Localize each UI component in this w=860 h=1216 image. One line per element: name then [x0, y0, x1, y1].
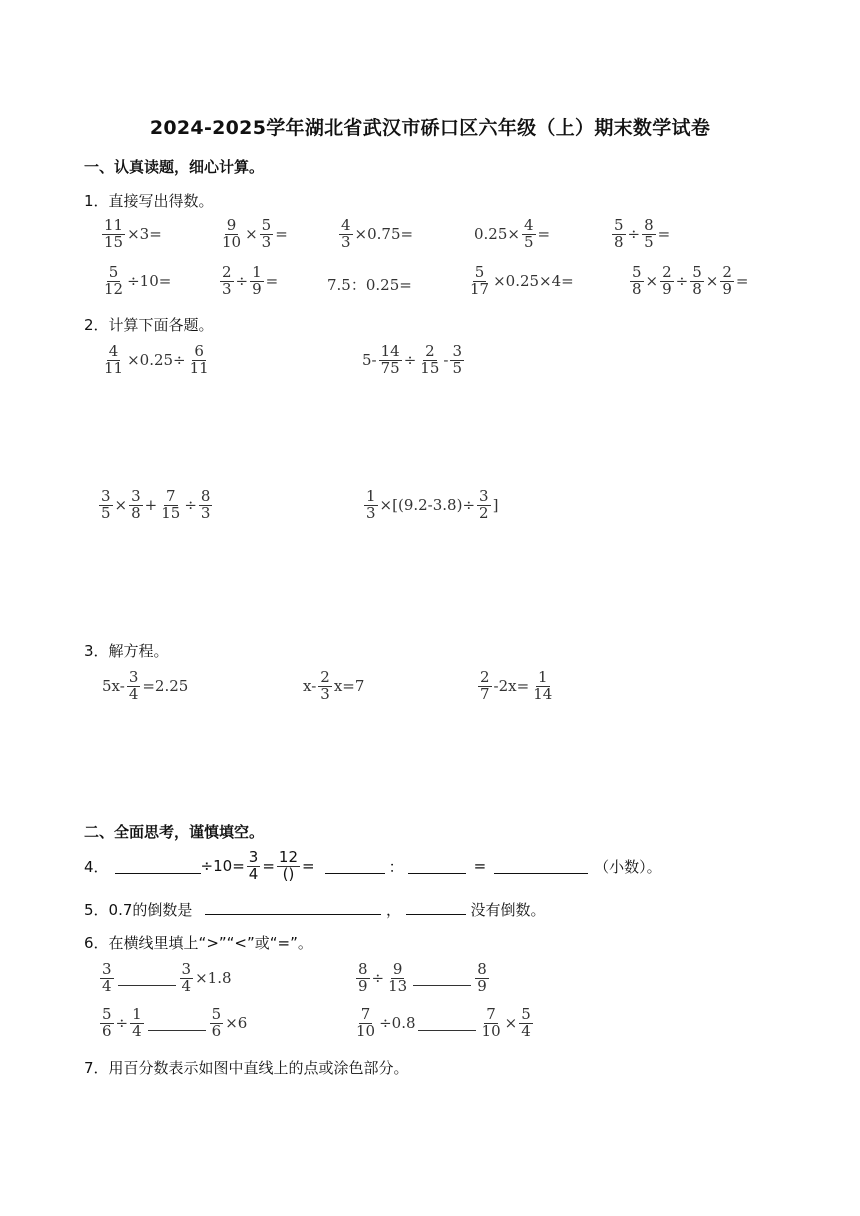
question-6-prompt: 6．在横线里填上“>”“<”或“=”。	[84, 934, 313, 952]
page-title: 2024-2025学年湖北省武汉市硚口区六年级（上）期末数学试卷	[149, 117, 711, 139]
fraction: $\frac{5}{8}$	[614, 216, 624, 251]
q3-item-a: 5x- $\frac{3}{4}$ =2.25	[102, 668, 189, 703]
fraction: $\frac{5}{6}$	[211, 1005, 222, 1040]
fraction: $\frac{4}{11}$	[104, 342, 124, 377]
fraction: $\frac{2}{9}$	[722, 263, 732, 298]
answer-blank[interactable]	[115, 859, 201, 874]
section-1-heading: 一、认真读题，细心计算。	[84, 158, 265, 176]
fraction: $\frac{3}{8}$	[131, 487, 141, 522]
fraction: $\frac{8}{5}$	[644, 216, 654, 251]
fraction: $\frac{4}{5}$	[523, 216, 534, 251]
question-4: 4． ÷10= $\frac{3}{4}$ = $\frac{12}{()}$ = ： = （小数）。	[84, 848, 662, 883]
fraction: $\frac{5}{3}$	[261, 216, 272, 251]
q1-item-j: $\frac{5}{8}$ × $\frac{2}{9}$ ÷ $\frac{5}{8}$ × $\frac{2}{9}$ =	[632, 263, 749, 298]
answer-blank[interactable]	[408, 859, 466, 874]
compare-blank[interactable]	[413, 971, 471, 986]
q1-item-b: $\frac{9}{10}$ × $\frac{5}{3}$ =	[222, 216, 288, 251]
fraction: $\frac{5}{12}$	[104, 263, 124, 298]
fraction: $\frac{5}{8}$	[632, 263, 642, 298]
fraction: $\frac{8}{9}$	[477, 960, 487, 995]
q3-item-c: $\frac{2}{7}$ -2x= $\frac{1}{14}$	[480, 668, 553, 703]
fraction: $\frac{3}{4}$	[248, 848, 259, 883]
fraction: $\frac{3}{4}$	[102, 960, 112, 995]
fraction: $\frac{5}{17}$	[470, 263, 490, 298]
fraction: $\frac{2}{3}$	[222, 263, 232, 298]
fraction: $\frac{3}{4}$	[181, 960, 192, 995]
answer-blank[interactable]	[205, 900, 381, 915]
compare-blank[interactable]	[418, 1016, 476, 1031]
fraction: $\frac{8}{9}$	[358, 960, 368, 995]
fraction: $\frac{9}{13}$	[388, 960, 408, 995]
fraction: $\frac{3}{2}$	[479, 487, 489, 522]
fraction: $\frac{2}{3}$	[320, 668, 330, 703]
fraction: $\frac{2}{15}$	[420, 342, 440, 377]
compare-blank[interactable]	[148, 1016, 206, 1031]
q1-item-a: $\frac{11}{15}$ ×3=	[104, 216, 162, 251]
fraction: $\frac{7}{15}$	[161, 487, 181, 522]
question-7-prompt: 7．用百分数表示如图中直线上的点或涂色部分。	[84, 1059, 409, 1077]
q1-item-d: 0.25× $\frac{4}{5}$ =	[474, 216, 551, 251]
q1-item-g: $\frac{2}{3}$ ÷ $\frac{1}{9}$ =	[222, 263, 279, 298]
fraction: $\frac{9}{10}$	[222, 216, 242, 251]
answer-blank[interactable]	[406, 900, 466, 915]
fraction: $\frac{2}{7}$	[480, 668, 490, 703]
q3-item-b: x- $\frac{2}{3}$ x=7	[303, 668, 365, 703]
fraction: $\frac{5}{4}$	[521, 1005, 531, 1040]
fraction: $\frac{14}{75}$	[380, 342, 400, 377]
fraction: $\frac{1}{4}$	[132, 1005, 142, 1040]
fraction: $\frac{1}{3}$	[366, 487, 376, 522]
q2-item-b: 5- $\frac{14}{75}$ ÷ $\frac{2}{15}$ - $\frac{3}{5}$	[362, 342, 463, 377]
section-2-heading: 二、全面思考，谨慎填空。	[84, 823, 265, 841]
fraction: $\frac{1}{9}$	[252, 263, 262, 298]
fraction: $\frac{6}{11}$	[189, 342, 209, 377]
fraction: $\frac{7}{10}$	[481, 1005, 501, 1040]
fraction: $\frac{5}{8}$	[692, 263, 702, 298]
fraction: $\frac{4}{3}$	[341, 216, 351, 251]
q1-item-i: $\frac{5}{17}$ ×0.25×4=	[470, 263, 574, 298]
fraction: $\frac{3}{5}$	[452, 342, 463, 377]
fraction: $\frac{7}{10}$	[356, 1005, 376, 1040]
q1-item-e: $\frac{5}{8}$ ÷ $\frac{8}{5}$ =	[614, 216, 671, 251]
fraction: $\frac{5}{6}$	[102, 1005, 112, 1040]
q6-item-d: $\frac{7}{10}$ ÷0.8 $\frac{7}{10}$ × $\frac{5}{4}$	[356, 1005, 531, 1040]
q6-item-b: $\frac{8}{9}$ ÷ $\frac{9}{13}$ $\frac{8}{9}$	[358, 960, 487, 995]
answer-blank[interactable]	[325, 859, 385, 874]
q6-item-c: $\frac{5}{6}$ ÷ $\frac{1}{4}$ $\frac{5}{6}$ ×6	[102, 1005, 248, 1040]
question-1-prompt: 1．直接写出得数。	[84, 192, 214, 210]
q2-item-d: $\frac{1}{3}$ ×[(9.2-3.8)÷ $\frac{3}{2}$ ]	[366, 487, 499, 522]
fraction: $\frac{2}{9}$	[662, 263, 672, 298]
question-2-prompt: 2．计算下面各题。	[84, 316, 214, 334]
fraction: $\frac{11}{15}$	[104, 216, 124, 251]
q2-item-c: $\frac{3}{5}$ × $\frac{3}{8}$ + $\frac{7}{15}$ ÷ $\frac{8}{3}$	[101, 487, 211, 522]
fraction: $\frac{3}{4}$	[128, 668, 139, 703]
fraction: $\frac{1}{14}$	[533, 668, 553, 703]
answer-blank[interactable]	[494, 859, 588, 874]
q2-item-a: $\frac{4}{11}$ ×0.25÷ $\frac{6}{11}$	[104, 342, 209, 377]
question-5: 5．0.7的倒数是 ， 没有倒数。	[84, 901, 546, 919]
fraction: $\frac{3}{5}$	[101, 487, 111, 522]
question-3-prompt: 3．解方程。	[84, 642, 169, 660]
q1-item-f: $\frac{5}{12}$ ÷10=	[104, 263, 172, 298]
fraction: $\frac{8}{3}$	[200, 487, 211, 522]
q6-item-a: $\frac{3}{4}$ $\frac{3}{4}$ ×1.8	[102, 960, 232, 995]
q1-item-c: $\frac{4}{3}$ ×0.75=	[341, 216, 414, 251]
fraction: $\frac{12}{()}$	[278, 848, 298, 883]
compare-blank[interactable]	[118, 971, 176, 986]
q1-item-h: 7.5：0.25=	[327, 276, 412, 294]
